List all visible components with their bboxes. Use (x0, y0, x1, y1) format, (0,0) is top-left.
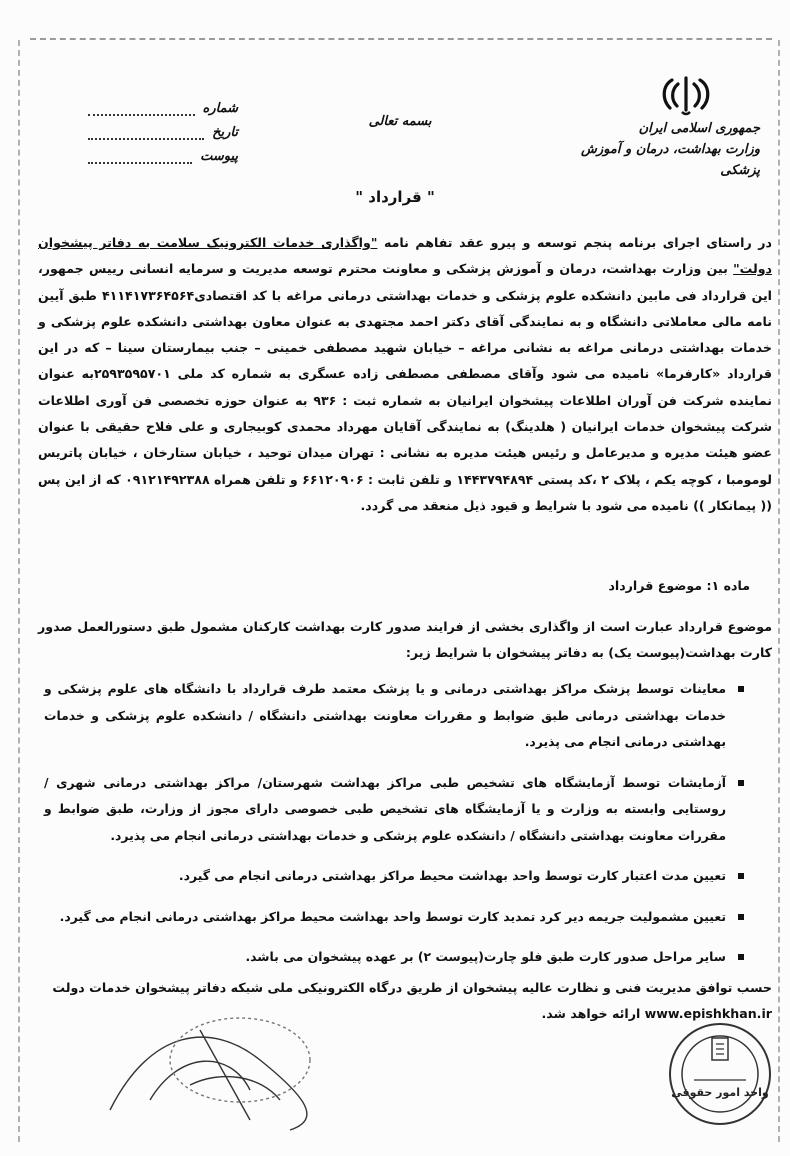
meta-date-label: تاریخ (212, 125, 238, 140)
bullet-icon (738, 780, 744, 786)
list-item (44, 944, 744, 971)
legal-department-stamp-icon (664, 1018, 776, 1130)
list-item (44, 770, 744, 850)
list-item (44, 904, 744, 931)
meta-attachment-row (88, 140, 238, 164)
dashed-border-right (778, 40, 780, 1142)
document-title: " قرارداد " (355, 188, 435, 206)
list-item-text: آزمایشات توسط آزمایشگاه های تشخیص طبی مراکز بهداشت شهرستان/ مراکز بهداشتی درمانی شهری / روستایی وابسته به وزارت و یا آزمایشگاه های تشخیص طبی خصوصی دارای مجوز از وزارت، طبق ضوابط و مقررات معاونت بهداشتی دانشگاه / دانشکده علوم پزشکی و خدمات بهداشتی درمانی انجام می پذیرد. (44, 774, 726, 843)
meta-attachment-value (88, 150, 192, 164)
meta-number-row (88, 92, 238, 116)
intro-text-2: بین وزارت بهداشت، درمان و آموزش پزشکی و معاونت محترم توسعه مدیریت و سرمایه انسانی رییس جمهور، این قرارداد فی مابین دانشکده علوم پزشکی و خدمات بهداشتی درمانی مراغه با کد اقتصادی۴۱۱۴۱۷۳۶۴۵۶۴ طبق آیین نامه مالی معاملاتی دانشگاه و به نمایندگی آقای دکتر احمد مجتهدی به عنوان معاون بهداشتی دانشکده علوم پزشکی و خدمات بهداشتی درمانی مراغه به نشانی مراغه – خیابان شهید مصطفی خمینی – جنب بیمارستان سینا – که در این قرارداد «کارفرما» نامیده می شود وآقای مصطفی مصطفی زاده عسگری به شماره کد ملی ۲۵۹۳۵۹۵۷۰۱به عنوان نماینده شرکت فن آوران اطلاعات پیشخوان ایرانیان به شماره ثبت : ۹۳۶ به عنوان حوزه تخصصی فن آوری اطلاعات شرکت پیشخوان خدمات ایرانیان ( هلدینگ) به نمایندگی آقایان مهرداد محمدی کوبیجاری و علی فلاح حقیقی با عنوان عضو هیئت مدیره و مدیرعامل و رئیس هیئت مدیره به نشانی : تهران میدان توحید ، خیابان ستارخان ، خیابان پاتریس لومومبا ، کوچه یکم ، پلاک ۲ ،کد پستی ۱۴۴۳۷۹۴۸۹۴ و تلفن ثابت : ۶۶۱۲۰۹۰۶ و تلفن همراه ۰۹۱۲۱۴۹۲۳۸۸ که از این پس (( پیمانکار )) نامیده می شود با شرایط و قیود ذیل منعقد می گردد. (38, 261, 773, 513)
bullet-icon (738, 686, 744, 692)
meta-date-row (88, 116, 238, 140)
intro-underlined-title: "واگذاری خدمات الکترونیک سلامت به دفاتر پیشخوان دولت" (38, 235, 772, 277)
article-1-body: موضوع قرارداد عبارت است از واگذاری بخشی از فرایند صدور کارت بهداشت کارکنان مشمول طبق دستورالعمل صدور کارت بهداشت(پیوست یک) به دفاتر پیشخوان با شرایط زیر: (38, 619, 772, 661)
iran-emblem-icon (660, 74, 712, 118)
bullet-icon (738, 954, 744, 960)
list-item-text: معاینات توسط پزشک مراکز بهداشتی درمانی و یا پزشک معتمد طرف قرارداد با دانشگاه های علوم پزشکی و خدمات بهداشتی درمانی طبق ضوابط و مقررات معاونت بهداشتی دانشگاه / دانشکده علوم پزشکی و خدمات بهداشتی درمانی انجام می پذیرد. (44, 681, 726, 749)
bullet-icon (738, 873, 744, 879)
footer-text-2: ارائه خواهد شد. (541, 1006, 645, 1021)
bullet-icon (738, 914, 744, 920)
meta-number-value (88, 102, 195, 116)
stamp-text: واحد امور حقوقی (671, 1086, 769, 1099)
letter-meta (88, 92, 238, 164)
list-item (44, 863, 744, 890)
intro-text-1: در راستای اجرای برنامه پنجم توسعه و پیرو عقد تفاهم نامه (377, 235, 773, 250)
list-item-text: تعیین مدت اعتبار کارت توسط واحد بهداشت محیط مراکز بهداشتی درمانی انجام می گیرد. (178, 868, 726, 883)
org-line-1: جمهوری اسلامی ایران (638, 121, 760, 136)
dashed-border-left (18, 40, 20, 1142)
meta-attachment-label: پیوست (200, 149, 238, 164)
list-item (44, 676, 744, 756)
website-link[interactable]: www.epishkhan.ir (644, 1006, 772, 1021)
ministry-header (570, 118, 760, 181)
dashed-border-top (30, 38, 772, 40)
bismillah: بسمه تعالی (368, 114, 432, 129)
signature-icon (90, 990, 340, 1140)
meta-number-label: شماره (202, 101, 238, 116)
intro-paragraph (38, 230, 772, 519)
org-line-2: وزارت بهداشت، درمان و آموزش پزشکی (581, 142, 760, 178)
article-1-title: ماده ۱: موضوع قرارداد (608, 578, 750, 593)
list-item-text: تعیین مشمولیت جریمه دیر کرد تمدید کارت توسط واحد بهداشت محیط مراکز بهداشتی درمانی انجام می گیرد. (59, 908, 726, 924)
article-1-items (44, 676, 744, 971)
meta-date-value (88, 126, 204, 140)
list-item-text: سایر مراحل صدور کارت طبق فلو چارت(پیوست ۲) بر عهده پیشخوان می باشد. (245, 949, 726, 964)
footer-text-1: حسب توافق مدیریت فنی و نظارت عالیه پیشخوان از طریق درگاه الکترونیکی ملی شبکه دفاتر پیشخوان خدمات دولت (52, 980, 772, 995)
